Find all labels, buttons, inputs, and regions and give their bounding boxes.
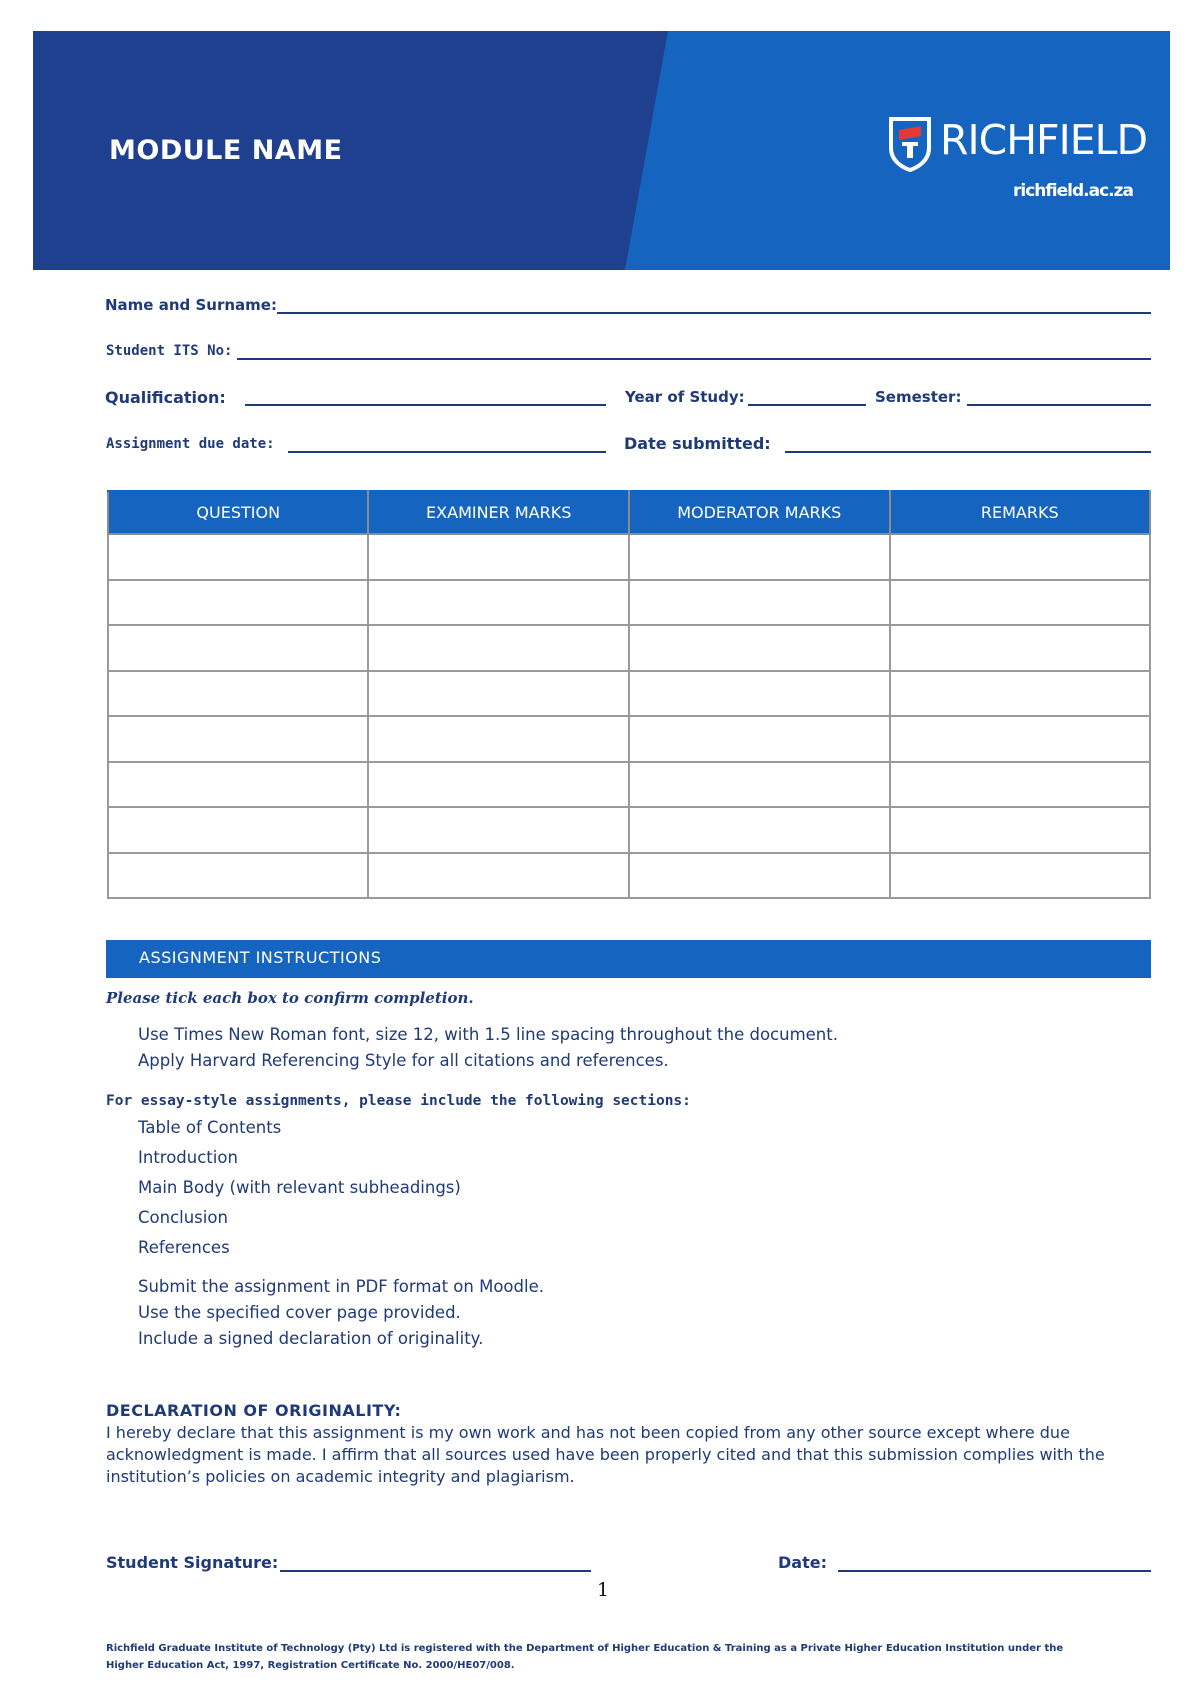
page-number: 1 — [597, 1579, 610, 1601]
table-cell[interactable] — [368, 534, 628, 580]
qualification-line[interactable] — [245, 404, 606, 406]
table-cell[interactable] — [890, 762, 1151, 808]
essay-section-item: Table of Contents — [138, 1118, 282, 1137]
table-cell[interactable] — [368, 671, 628, 717]
table-cell[interactable] — [890, 807, 1151, 853]
brand-name: RICHFIELD — [940, 116, 1148, 164]
date-submitted-label: Date submitted: — [624, 434, 771, 453]
name-surname-line[interactable] — [277, 312, 1151, 314]
table-cell[interactable] — [890, 716, 1151, 762]
header-question: QUESTION — [108, 491, 368, 534]
table-cell[interactable] — [629, 534, 890, 580]
essay-section-item: Main Body (with relevant subheadings) — [138, 1178, 461, 1197]
footer-registration-text: Richfield Graduate Institute of Technology (Pty) Ltd is registered with the Department of Higher Education & Training as a Private Higher Education Institution under the Higher Education Act, 1997, Registration Certificate No. 2000/HE07/008. — [106, 1643, 1064, 1671]
table-cell[interactable] — [629, 762, 890, 808]
table-row — [108, 580, 1150, 626]
marks-table-header — [108, 491, 1150, 534]
table-cell[interactable] — [108, 625, 368, 671]
shield-icon — [888, 116, 932, 172]
table-row — [108, 762, 1150, 808]
table-cell[interactable] — [108, 671, 368, 717]
assignment-due-date-label: Assignment due date: — [106, 436, 275, 452]
table-row — [108, 534, 1150, 580]
table-cell[interactable] — [629, 807, 890, 853]
table-cell[interactable] — [368, 807, 628, 853]
qualification-label: Qualification: — [105, 388, 226, 407]
table-cell[interactable] — [108, 534, 368, 580]
table-cell[interactable] — [108, 716, 368, 762]
instruction-font: Use Times New Roman font, size 12, with 1.5 line spacing throughout the document. — [138, 1025, 838, 1044]
table-cell[interactable] — [890, 671, 1151, 717]
table-cell[interactable] — [368, 580, 628, 626]
module-title: MODULE NAME — [109, 135, 343, 166]
assignment-due-date-line[interactable] — [288, 451, 606, 453]
header-remarks: REMARKS — [890, 491, 1151, 534]
tick-box-note: Please tick each box to confirm completion. — [106, 989, 474, 1007]
student-signature-line[interactable] — [280, 1570, 591, 1572]
header-examiner-marks: EXAMINER MARKS — [368, 491, 628, 534]
table-row — [108, 807, 1150, 853]
brand-url: richfield.ac.za — [1013, 181, 1133, 201]
essay-sections-heading: For essay-style assignments, please include the following sections: — [106, 1093, 691, 1109]
declaration-title: DECLARATION OF ORIGINALITY: — [106, 1401, 402, 1420]
table-cell[interactable] — [108, 762, 368, 808]
marks-table — [107, 490, 1151, 899]
richfield-logo — [888, 116, 1158, 186]
student-signature-label: Student Signature: — [106, 1553, 279, 1572]
semester-line[interactable] — [967, 404, 1151, 406]
header-moderator-marks: MODERATOR MARKS — [629, 491, 890, 534]
year-of-study-label: Year of Study: — [625, 388, 745, 406]
essay-section-item: References — [138, 1238, 230, 1257]
table-row — [108, 853, 1150, 899]
essay-section-item: Introduction — [138, 1148, 238, 1167]
table-cell[interactable] — [108, 853, 368, 899]
table-cell[interactable] — [629, 853, 890, 899]
signature-date-label: Date: — [778, 1553, 827, 1572]
table-cell[interactable] — [108, 807, 368, 853]
instruction-referencing: Apply Harvard Referencing Style for all citations and references. — [138, 1051, 669, 1070]
table-row — [108, 716, 1150, 762]
table-cell[interactable] — [368, 716, 628, 762]
table-cell[interactable] — [890, 853, 1151, 899]
instructions-title: ASSIGNMENT INSTRUCTIONS — [139, 948, 382, 967]
table-cell[interactable] — [108, 580, 368, 626]
header-banner — [33, 31, 1170, 270]
table-cell[interactable] — [629, 716, 890, 762]
table-cell[interactable] — [368, 625, 628, 671]
declaration-body: I hereby declare that this assignment is my own work and has not been copied from any other source except where due acknowledgment is made. I affirm that all sources used have been properly cited and that this submission complies with the institution’s policies on academic integrity and plagiarism. — [106, 1423, 1105, 1486]
table-row — [108, 671, 1150, 717]
student-its-label: Student ITS No: — [106, 343, 233, 359]
table-cell[interactable] — [890, 580, 1151, 626]
essay-section-item: Conclusion — [138, 1208, 228, 1227]
table-cell[interactable] — [629, 625, 890, 671]
table-cell[interactable] — [368, 853, 628, 899]
table-cell[interactable] — [629, 580, 890, 626]
table-cell[interactable] — [890, 625, 1151, 671]
year-of-study-line[interactable] — [748, 404, 866, 406]
semester-label: Semester: — [875, 388, 962, 406]
instruction-cover-page: Use the specified cover page provided. — [138, 1303, 461, 1322]
table-cell[interactable] — [890, 534, 1151, 580]
date-submitted-line[interactable] — [785, 451, 1151, 453]
signature-date-line[interactable] — [838, 1570, 1151, 1572]
student-its-line[interactable] — [237, 358, 1151, 360]
instructions-section-bar — [106, 940, 1151, 978]
table-cell[interactable] — [629, 671, 890, 717]
table-cell[interactable] — [368, 762, 628, 808]
instruction-pdf-moodle: Submit the assignment in PDF format on Moodle. — [138, 1277, 544, 1296]
instruction-declaration: Include a signed declaration of originality. — [138, 1329, 484, 1348]
marks-table-body — [108, 534, 1150, 898]
name-surname-label: Name and Surname: — [105, 296, 277, 314]
table-row — [108, 625, 1150, 671]
